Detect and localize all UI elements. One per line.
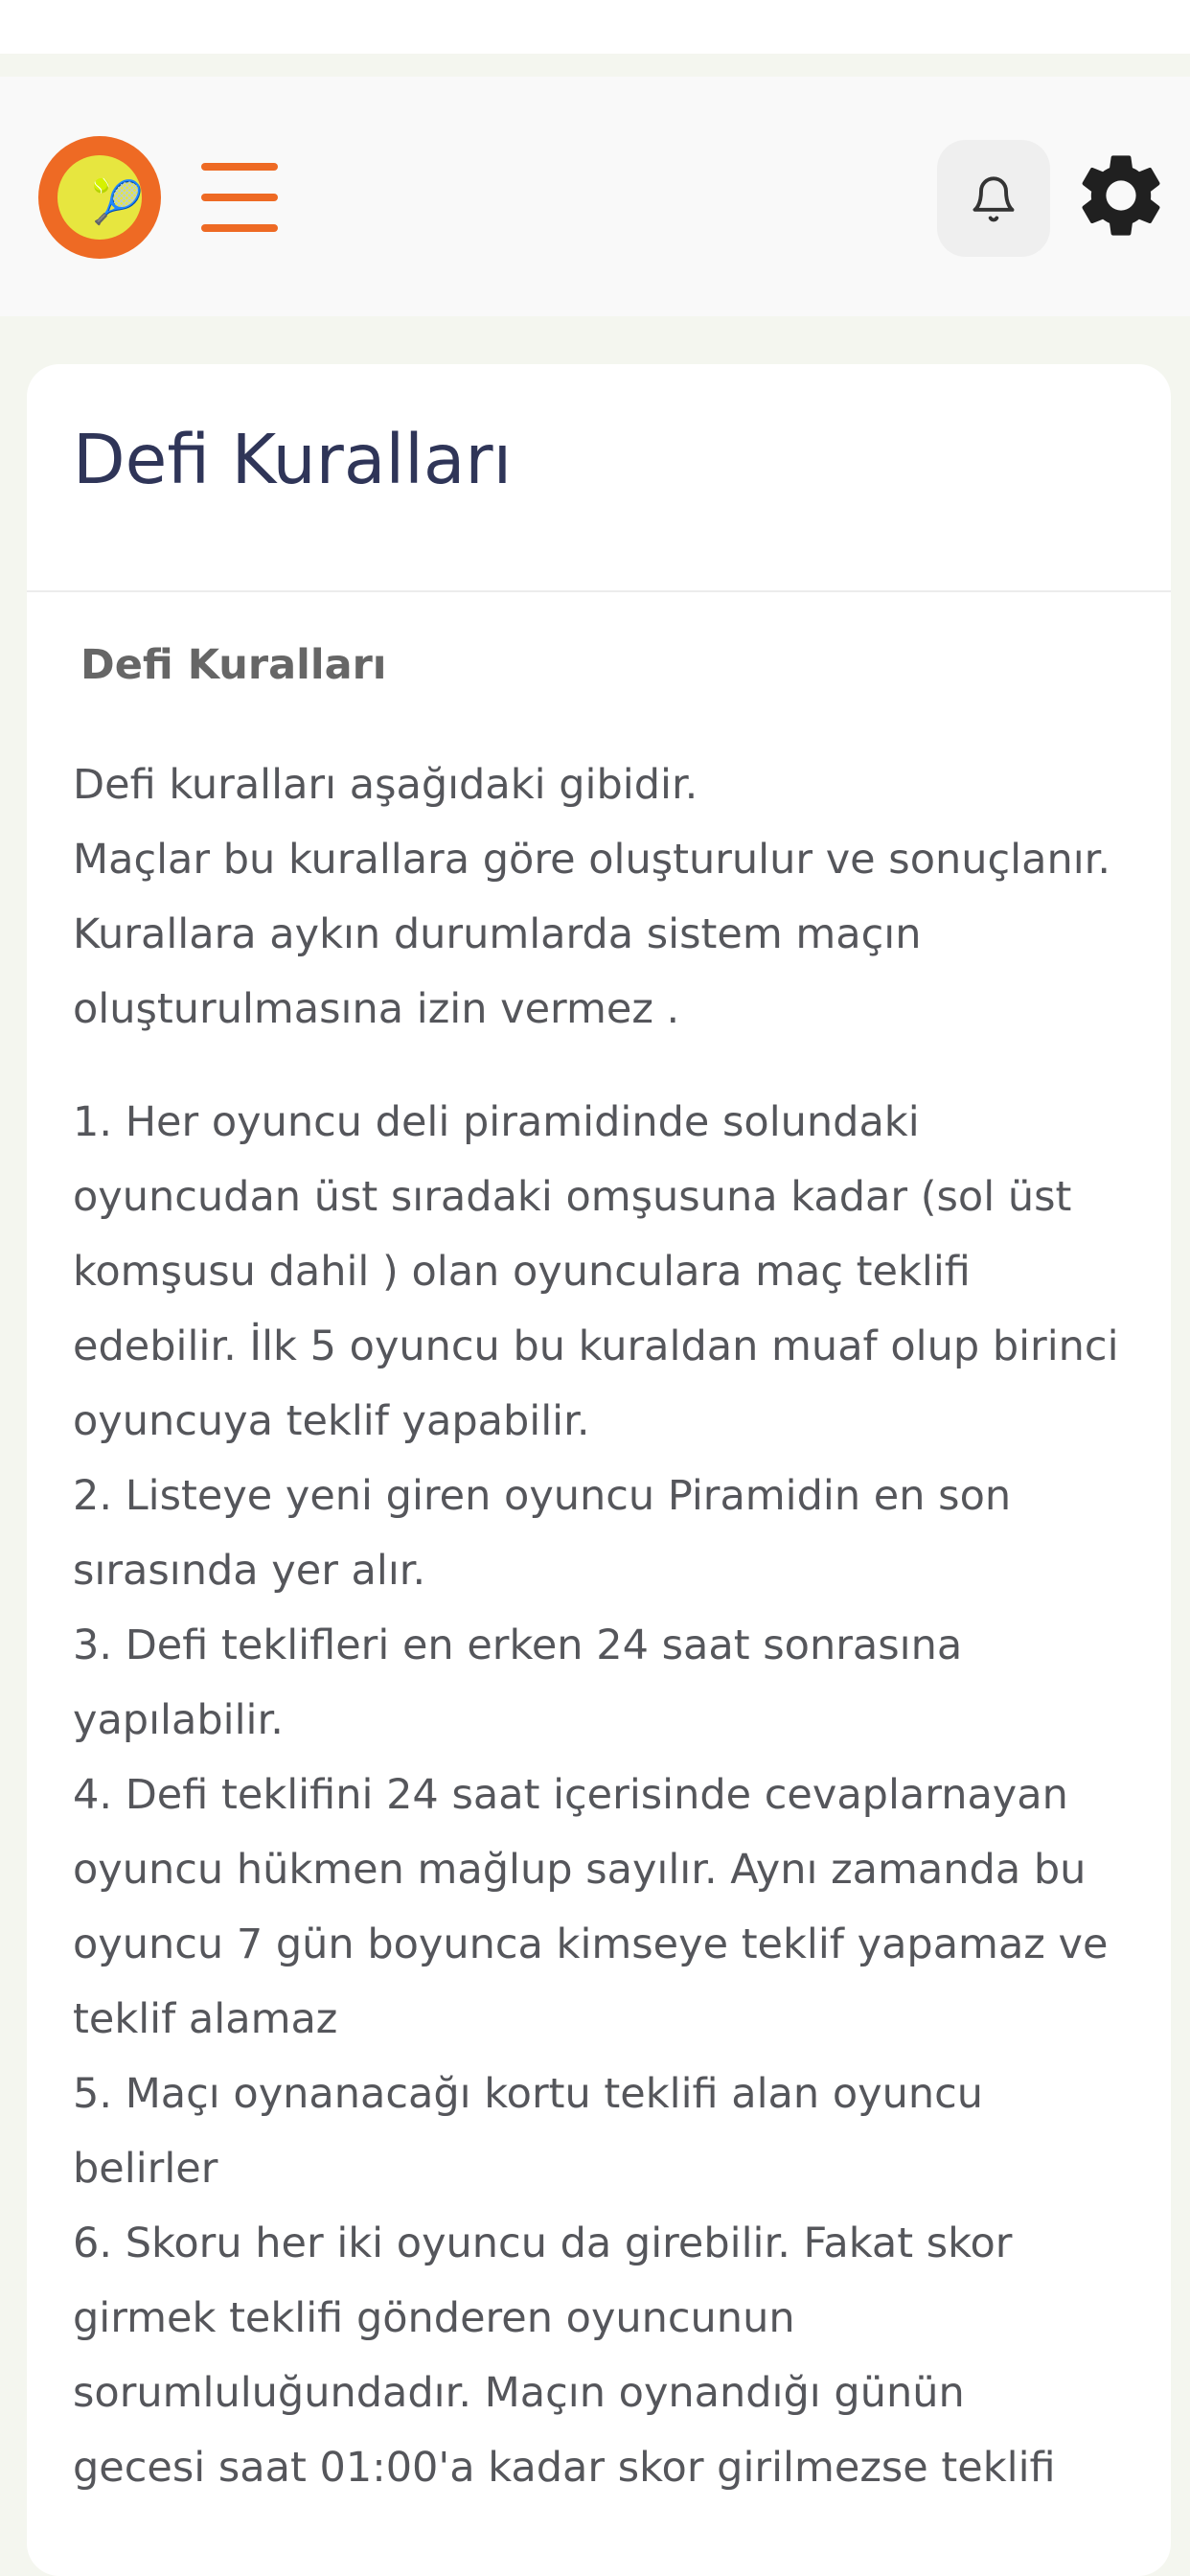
notifications-button[interactable] — [937, 140, 1050, 257]
intro-line: Defi kuralları aşağıdaki gibidir. — [73, 761, 698, 809]
rule-line: yapılabilir. — [73, 1696, 284, 1744]
hamburger-menu-icon[interactable] — [201, 163, 282, 232]
logo-ball — [57, 155, 142, 240]
intro-line: oluşturulmasına izin vermez . — [73, 985, 680, 1033]
rule-line: gecesi saat 01:00'a kadar skor girilmezse teklifi — [73, 2444, 1056, 2492]
page-title: Defi Kuralları — [73, 420, 513, 499]
rule-line: oyuncuya teklif yapabilir. — [73, 1397, 590, 1445]
status-bar-area — [0, 0, 1190, 54]
rule-line: sırasında yer alır. — [73, 1547, 426, 1595]
bell-icon — [969, 174, 1018, 224]
rule-line: edebilir. İlk 5 oyuncu bu kuraldan muaf olup birinci — [73, 1322, 1119, 1370]
rule-line: 1. Her oyuncu deli piramidinde solundaki — [73, 1098, 920, 1146]
rule-line: girmek teklifi gönderen oyuncunun — [73, 2294, 795, 2342]
title-divider — [27, 590, 1171, 592]
rules-list — [73, 1085, 1146, 2505]
academy-logo[interactable] — [38, 136, 161, 259]
rule-line: belirler — [73, 2145, 218, 2193]
content-heading: Defi Kuralları — [80, 641, 387, 689]
app-header — [0, 77, 1190, 316]
tennis-player-icon: 🎾 — [91, 178, 144, 227]
intro-line: Maçlar bu kurallara göre oluşturulur ve sonuçlanır. — [73, 836, 1111, 884]
rules-content — [73, 642, 1146, 2505]
rule-line: oyuncudan üst sıradaki omşusuna kadar (sol üst — [73, 1173, 1072, 1221]
rule-line: sorumluluğundadır. Maçın oynandığı günün — [73, 2369, 965, 2417]
rule-line: 3. Defi teklifleri en erken 24 saat sonrasına — [73, 1622, 963, 1669]
rule-line: teklif alamaz — [73, 1995, 338, 2043]
rule-line: 6. Skoru her iki oyuncu da girebilir. Fakat skor — [73, 2220, 1013, 2267]
rules-card — [27, 364, 1171, 2576]
rule-line: komşusu dahil ) olan oyunculara maç teklifi — [73, 1248, 971, 1296]
rule-line: 2. Listeye yeni giren oyuncu Piramidin en son — [73, 1472, 1012, 1520]
gear-icon[interactable] — [1071, 146, 1171, 245]
intro-text — [73, 748, 1146, 1046]
intro-line: Kurallara aykın durumlarda sistem maçın — [73, 910, 922, 958]
rule-line: oyuncu 7 gün boyunca kimseye teklif yapamaz ve — [73, 1920, 1109, 1968]
rule-line: 4. Defi teklifini 24 saat içerisinde cevaplarnayan — [73, 1771, 1068, 1819]
rule-line: oyuncu hükmen mağlup sayılır. Aynı zamanda bu — [73, 1846, 1087, 1894]
rule-line: 5. Maçı oynanacağı kortu teklifi alan oyuncu — [73, 2070, 983, 2118]
